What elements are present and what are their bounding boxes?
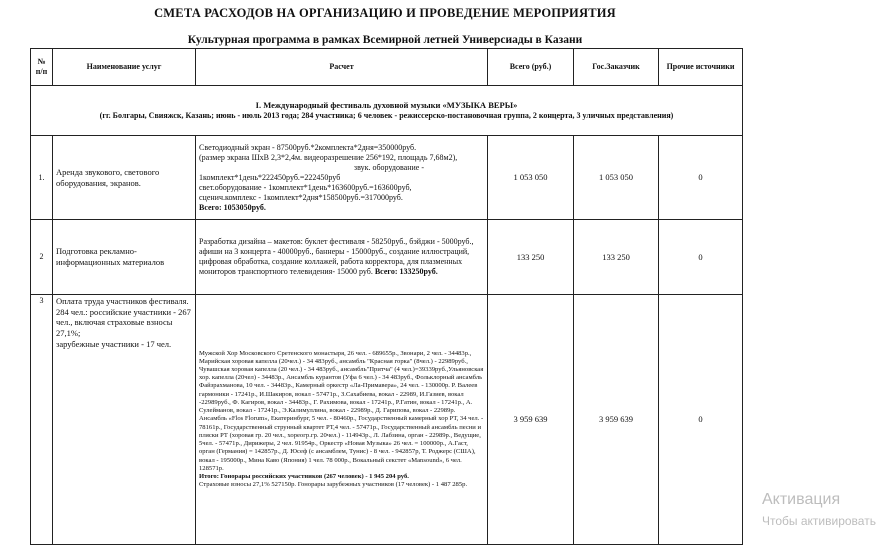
calc-line: звук. оборудование - (353, 162, 424, 172)
watermark-line2: Чтобы активировать (762, 514, 876, 528)
calc-line: Светодиодный экран - 87500руб.*2комплекта*2дня=350000руб. (199, 142, 417, 152)
row-service: Аренда звукового, светового оборудования, экранов. (53, 136, 196, 220)
row-other: 0 (659, 136, 743, 220)
table-row (31, 220, 743, 295)
row-customer: 3 959 639 (574, 295, 659, 545)
calc-line: 1комплект*1день*222450руб.=222450руб (199, 172, 341, 182)
calc-summary: Итого: Гонорары российских участников (267 человек) - 1 945 204 руб. (199, 473, 409, 481)
section-details: (гг. Болгары, Свияжск, Казань; июнь - июль 2013 года; 284 участника; 6 человек - режиссерско-постановочная группа, 2 концерта, 3 уличных представления) (99, 110, 674, 120)
row-calc (196, 136, 488, 220)
header-num: № п/п (31, 49, 53, 86)
service-line: Оплата труда участников фестиваля. (56, 296, 189, 306)
row-num: 1. (31, 136, 53, 220)
row-service: Подготовка рекламно-информационных материалов (53, 220, 196, 295)
row-num: 3 (31, 295, 53, 545)
row-calc (196, 295, 488, 545)
header-customer: Гос.Заказчик (574, 49, 659, 86)
calc-total: Всего: 133250руб. (374, 267, 438, 276)
section-row (31, 86, 743, 136)
calc-text: Мужской Хор Московского Сретенского монастыря, 26 чел. - 689655р., Звонари, 2 чел. - 34483р., Марийская хоровая капелла (20чел.) - 34 483руб., ансамбль "Красная горка" (8чел.) - 22989руб., Чувашская хоровая капелла (20 чел.) - 34 483руб., ансамбль"Притча" (4 чел.)=39339руб.,Ульяновская хор. капелла (20чел) - 34483р., Ансамбль курантов (Уфа 6 чел.) - 34 483руб., Фольклорный ансамбль Файзрахманова, 10 чел. - 34483р., Камерный оркестр «Ла-Примавера», 24 чел. - 130000р. Р. Валеев гармоники - 17241р., И.Шакиров, вокал - 57471р., З.Сахабиева, вокал - 22989, И.Газиев, вокал -22989руб., Ф. Кагиров, вокал - 34483р., Г. Рахимова, вокал - 17241р., Р.Гатин, вокал - 17241р., А. Сулейманов, вокал - 17241р., Э.Калимуллина, вокал - 22989р., Д. Гарипова, вокал - 22989р. Ансамбль «Flos Florum», Екатеринбург, 5 чел. - 80460р., Государственный камерный хор РТ, 34 чел. - 78161р., Государственный струнный квартет РТ,4 чел. - 57471р., Государственный ансамбль песни и пляски РТ (хоровая гр. 20 чел., хореогр.гр. 20чел.) - 114943р., Л. Лабзина, орган - 22989р., Ведущие, 5чел. - 57471р., Дирижеры, 2 чел. 91954р., Оркестр «Новая Музыка» 26 чел. = 100000р., А.Гаст, орган (Германия) = 142857р., Д. Юсеф (с ансамблем, Тунис) - 8 чел. - 942857р, Т. Роджерс (США), вокал - 195000р., Мина Каво (Япония) 1 чел. 78 000р., Вокальный секстет «Mansound», 6 чел. 128571р. (199, 349, 484, 472)
header-service: Наименование услуг (53, 49, 196, 86)
row-calc (196, 220, 488, 295)
calc-text: Разработка дизайна – макетов: буклет фестиваля - 58250руб., бэйджи - 5000руб., афиши на 3 концерта - 40000руб., баннеры - 15000руб., создание иллюстраций, цифровая обработка, создание коллажей, работа корректора, для плазменных мониторов транспортного телевидения- 15000 руб. (199, 237, 474, 276)
section-heading (31, 86, 743, 136)
calc-line: сценич.комплекс - 1комплект*2дня*158500руб.=317000руб. (199, 192, 403, 202)
row-service (53, 295, 196, 545)
document-subtitle: Культурная программа в рамках Всемирной летней Универсиады в Казани (187, 34, 583, 46)
row-other: 0 (659, 220, 743, 295)
service-line: 284 чел.: российские участники - 267 чел., включая страховые взносы 27,1%; (56, 306, 191, 338)
service-line: зарубежные участники - 17 чел. (56, 338, 172, 349)
header-calc: Расчет (196, 49, 488, 86)
row-total: 133 250 (488, 220, 574, 295)
estimate-table (30, 48, 743, 545)
table-row (31, 295, 743, 545)
header-other: Прочие источники (659, 49, 743, 86)
calc-line: свет.оборудование - 1комплект*1день*163600руб.=163600руб, (199, 182, 412, 192)
row-other: 0 (659, 295, 743, 545)
calc-tail: Страховые взносы 27,1% 527150р. Гонорары зарубежных участников (17 человек) - 1 487 285р. (199, 481, 468, 489)
row-total: 1 053 050 (488, 136, 574, 220)
activation-watermark (762, 491, 876, 528)
row-customer: 1 053 050 (574, 136, 659, 220)
calc-total: Всего: 1053050руб. (199, 202, 266, 212)
calc-line: (размер экрана ШхВ 2,3*2,4м. видеоразрешение 256*192, площадь 7,68м2), (199, 152, 458, 162)
table-row (31, 136, 743, 220)
row-total: 3 959 639 (488, 295, 574, 545)
row-num: 2 (31, 220, 53, 295)
watermark-line1: Активация (762, 491, 841, 508)
document-title: СМЕТА РАСХОДОВ НА ОРГАНИЗАЦИЮ И ПРОВЕДЕНИЕ МЕРОПРИЯТИЯ (154, 6, 616, 20)
section-title: I. Международный фестиваль духовной музыки «МУЗЫКА ВЕРЫ» (255, 100, 518, 111)
header-total: Всего (руб.) (488, 49, 574, 86)
table-header-row (31, 49, 743, 86)
row-customer: 133 250 (574, 220, 659, 295)
